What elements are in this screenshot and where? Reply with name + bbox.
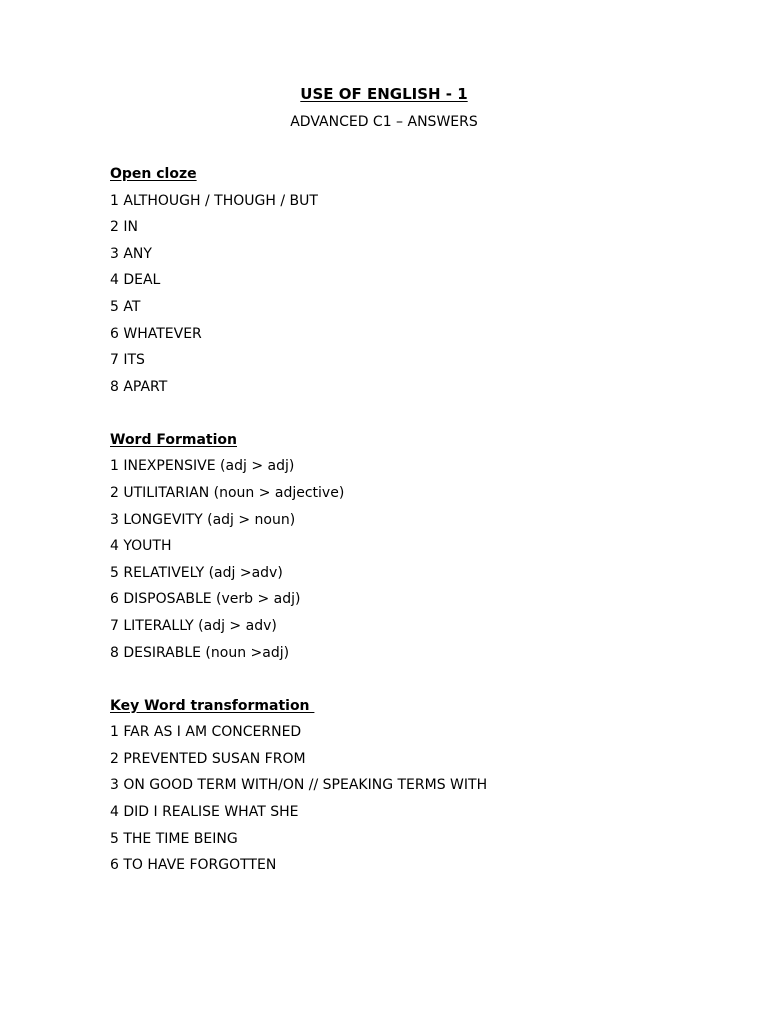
answer-item: 2 IN bbox=[110, 219, 138, 236]
answer-item: 5 RELATIVELY (adj >adv) bbox=[110, 564, 283, 581]
document-title bbox=[0, 84, 768, 104]
answer-item: 8 DESIRABLE (noun >adj) bbox=[110, 644, 290, 661]
answer-item: 6 TO HAVE FORGOTTEN bbox=[110, 857, 277, 874]
answer-item: 7 ITS bbox=[110, 352, 145, 369]
answer-sections bbox=[110, 164, 710, 908]
answer-list bbox=[110, 456, 710, 669]
answer-item: 6 WHATEVER bbox=[110, 325, 202, 342]
answer-item: 4 DEAL bbox=[110, 272, 161, 289]
answer-item: 8 APART bbox=[110, 378, 168, 395]
answer-item: 3 ON GOOD TERM WITH/ON // SPEAKING TERMS WITH bbox=[110, 777, 488, 794]
answer-item: 7 LITERALLY (adj > adv) bbox=[110, 618, 277, 634]
answer-list bbox=[110, 191, 710, 404]
answer-item: 6 DISPOSABLE (verb > adj) bbox=[110, 591, 301, 608]
section-heading: Key Word transformation bbox=[110, 697, 315, 714]
section-key-word-transformation bbox=[110, 696, 710, 882]
answer-item: 1 FAR AS I AM CONCERNED bbox=[110, 724, 302, 741]
section-heading: Word Formation bbox=[110, 431, 237, 448]
section-heading: Open cloze bbox=[110, 166, 197, 182]
answer-item: 2 PREVENTED SUSAN FROM bbox=[110, 750, 306, 767]
answer-item: 1 INEXPENSIVE (adj > adj) bbox=[110, 458, 295, 475]
answer-item: 4 DID I REALISE WHAT SHE bbox=[110, 804, 299, 821]
answer-item: 5 THE TIME BEING bbox=[110, 830, 238, 847]
answer-item: 3 LONGEVITY (adj > noun) bbox=[110, 511, 296, 528]
answer-item: 5 AT bbox=[110, 298, 141, 315]
answer-list bbox=[110, 722, 710, 882]
answer-item: 3 ANY bbox=[110, 245, 152, 262]
answer-item: 4 YOUTH bbox=[110, 538, 172, 555]
section-word-formation bbox=[110, 430, 710, 669]
document-title-text: USE OF ENGLISH - 1 bbox=[300, 85, 468, 103]
document-subtitle: ADVANCED C1 – ANSWERS bbox=[290, 114, 478, 130]
section-open-cloze bbox=[110, 164, 710, 403]
answer-item: 2 UTILITARIAN (noun > adjective) bbox=[110, 485, 345, 502]
answer-item: 1 ALTHOUGH / THOUGH / BUT bbox=[110, 192, 318, 209]
